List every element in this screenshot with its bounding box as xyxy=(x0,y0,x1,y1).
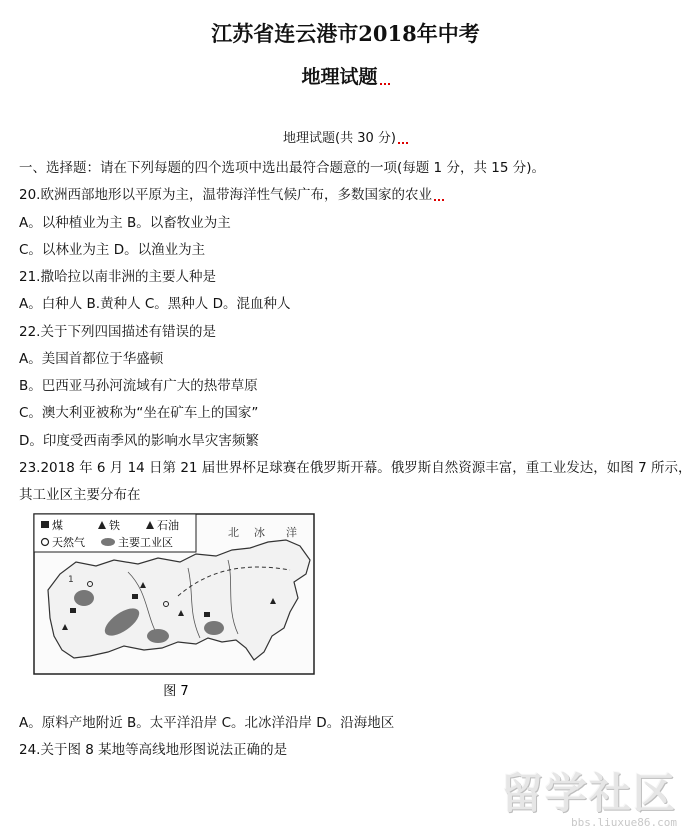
q22-option-a: A。美国首都位于华盛顿 xyxy=(19,351,164,367)
legend-gas: 天然气 xyxy=(52,536,85,549)
question-24: 24.关于图 8 某地等高线地形图说法正确的是 xyxy=(19,742,288,758)
label-bei: 北 xyxy=(228,526,239,539)
q20-options-cd: C。以林业为主 D。以渔业为主 xyxy=(19,242,206,258)
industrial-zone xyxy=(74,590,94,606)
spellcheck-mark xyxy=(380,77,390,85)
industrial-zone-legend-icon xyxy=(101,538,115,546)
coal-icon xyxy=(70,608,76,613)
question-21: 21.撒哈拉以南非洲的主要人种是 xyxy=(19,269,216,285)
q21-options: A。白种人 B.黄种人 C。黑种人 D。混血种人 xyxy=(19,296,291,312)
label-bing: 冰 xyxy=(254,526,265,539)
q22-option-c: C。澳大利亚被称为“坐在矿车上的国家” xyxy=(19,405,259,421)
spellcheck-mark xyxy=(434,193,444,201)
q22-option-d: D。印度受西南季风的影响水旱灾害频繁 xyxy=(19,433,259,449)
industrial-zone xyxy=(204,621,224,635)
watermark-url: bbs.liuxue86.com xyxy=(571,816,677,829)
legend-coal: 煤 xyxy=(52,519,63,532)
watermark-logo-text: 留学社区 xyxy=(500,769,677,818)
instruction-line: 一、选择题：请在下列每题的四个选项中选出最符合题意的一项(每题 1 分，共 15 分)。 xyxy=(19,160,545,176)
spellcheck-mark xyxy=(398,136,408,144)
site-watermark xyxy=(500,769,677,829)
question-20: 20.欧洲西部地形以平原为主，温带海洋性气候广布，多数国家的农业 xyxy=(19,183,444,203)
industrial-zone xyxy=(147,629,169,643)
legend-oil: 石油 xyxy=(157,519,179,532)
question-23-cont: 其工业区主要分布在 xyxy=(19,487,141,503)
question-22: 22.关于下列四国描述有错误的是 xyxy=(19,324,216,340)
figure-caption: 图 7 xyxy=(163,684,189,699)
document-title: 江苏省连云港市2018年中考 xyxy=(211,21,480,46)
document-subtitle: 地理试题 xyxy=(0,62,691,89)
legend-industrial-zone: 主要工业区 xyxy=(118,536,173,549)
q22-option-b: B。巴西亚马孙河流域有广大的热带草原 xyxy=(19,378,258,394)
coal-icon xyxy=(204,612,210,617)
coal-legend-icon xyxy=(41,521,49,528)
q20-options-ab: A。以种植业为主 B。以畜牧业为主 xyxy=(19,215,231,231)
map-figure xyxy=(28,512,324,702)
russia-resource-map xyxy=(28,512,324,702)
coal-icon xyxy=(132,594,138,599)
question-23: 23.2018 年 6 月 14 日第 21 届世界杯足球赛在俄罗斯开幕。俄罗斯自然资源丰富，重工业发达，如图 7 所示， xyxy=(19,460,691,476)
section-heading: 地理试题(共 30 分) xyxy=(0,127,691,146)
label-yang: 洋 xyxy=(286,526,297,539)
label-one: 1 xyxy=(68,575,74,585)
q23-options: A。原料产地附近 B。太平洋沿岸 C。北冰洋沿岸 D。沿海地区 xyxy=(19,715,395,731)
legend-iron: 铁 xyxy=(109,519,120,532)
